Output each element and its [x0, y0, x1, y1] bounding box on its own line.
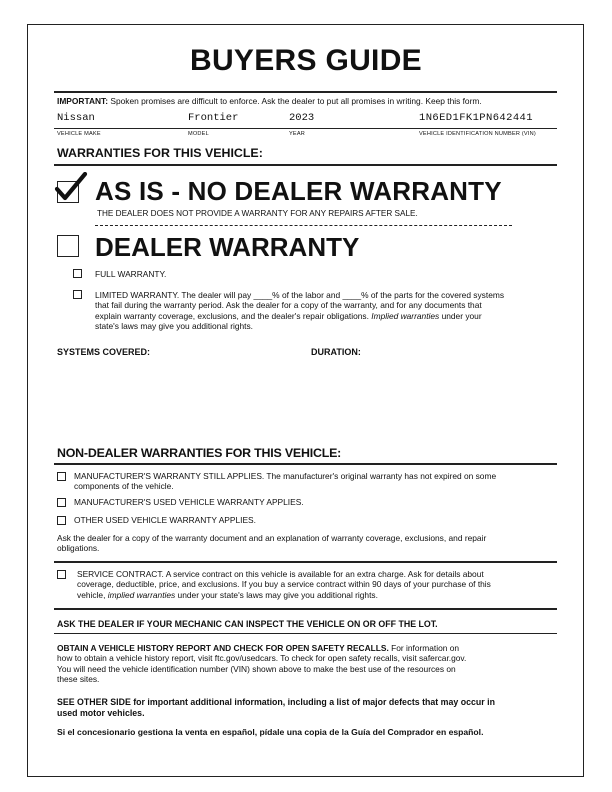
non-dealer-heading: NON-DEALER WARRANTIES FOR THIS VEHICLE: — [57, 446, 342, 460]
see-other-side-text — [57, 697, 495, 719]
limited-warranty-line — [95, 311, 555, 321]
history-line: You will need the vehicle identification number (VIN) shown above to make the best use of the resources on — [57, 663, 456, 674]
vehicle-underline — [54, 128, 557, 129]
history-line — [57, 643, 466, 653]
important-text: Spoken promises are difficult to enforce. Ask the dealer to put all promises in writing. Keep this form. — [110, 96, 482, 106]
history-line-text: For information on — [388, 643, 460, 653]
duration-label: DURATION: — [311, 347, 361, 357]
see-other-line: SEE OTHER SIDE for important additional information, including a list of major defects that may occur in — [57, 697, 495, 707]
full-warranty-label: FULL WARRANTY. — [95, 269, 167, 279]
warranties-heading: WARRANTIES FOR THIS VEHICLE: — [57, 146, 263, 160]
important-notice — [57, 96, 482, 106]
used-vehicle-warranty-label: MANUFACTURER'S USED VEHICLE WARRANTY APPLIES. — [74, 497, 304, 507]
divider — [54, 91, 557, 93]
vehicle-year-label: YEAR — [289, 131, 306, 137]
divider — [54, 608, 557, 610]
implied-warranties-text: Implied warranties — [371, 310, 440, 321]
limited-warranty-line: that fail during the warranty period. Ask the dealer for a copy of the warranty, and for any documents that — [95, 300, 482, 311]
history-report-text — [57, 643, 466, 685]
service-contract-checkbox[interactable] — [57, 570, 66, 579]
see-other-line: used motor vehicles. — [57, 708, 145, 718]
limited-line-text: under your — [439, 310, 482, 321]
as-is-label: AS IS - NO DEALER WARRANTY — [95, 176, 502, 206]
divider — [54, 164, 557, 166]
limited-line-text: explain warranty coverage, exclusions, and the dealer's repair obligations. — [95, 310, 372, 321]
vehicle-year-value[interactable]: 2023 — [289, 112, 315, 124]
vin-label: VEHICLE IDENTIFICATION NUMBER (VIN) — [419, 131, 536, 137]
other-warranty-checkbox[interactable] — [57, 516, 66, 525]
limited-warranty-text — [95, 290, 555, 332]
other-warranty-label: OTHER USED VEHICLE WARRANTY APPLIES. — [74, 515, 256, 525]
limited-warranty-line: LIMITED WARRANTY. The dealer will pay ____% of the labor and ____% of the parts for the covered systems — [95, 290, 505, 300]
service-line-text: vehicle, — [77, 589, 108, 600]
vehicle-make-value[interactable]: Nissan — [57, 112, 95, 124]
vehicle-model-value[interactable]: Frontier — [188, 112, 239, 124]
service-contract-line — [77, 590, 491, 600]
dealer-warranty-checkbox[interactable] — [57, 235, 79, 257]
dashed-divider — [95, 225, 512, 226]
dealer-warranty-label: DEALER WARRANTY — [95, 232, 360, 262]
implied-warranties-text: implied warranties — [107, 589, 176, 600]
service-contract-line: SERVICE CONTRACT. A service contract on this vehicle is available for an extra charge. Ask for details about — [77, 569, 484, 579]
vehicle-make-label: VEHICLE MAKE — [57, 131, 101, 137]
history-line: these sites. — [57, 674, 100, 685]
ask-dealer-line: Ask the dealer for a copy of the warranty document and an explanation of warranty coverage, exclusions, and repair — [57, 533, 487, 543]
ask-dealer-text — [57, 533, 486, 554]
divider — [54, 463, 557, 465]
systems-covered-label: SYSTEMS COVERED: — [57, 347, 151, 357]
history-heading: OBTAIN A VEHICLE HISTORY REPORT AND CHECK FOR OPEN SAFETY RECALLS. — [57, 643, 389, 653]
inspect-notice: ASK THE DEALER IF YOUR MECHANIC CAN INSPECT THE VEHICLE ON OR OFF THE LOT. — [57, 619, 438, 629]
divider — [54, 561, 557, 563]
important-label: IMPORTANT: — [57, 96, 109, 106]
service-line-text: under your state's laws may give you additional rights. — [175, 589, 378, 600]
spanish-notice: Si el concesionario gestiona la venta en español, pídale una copia de la Guía del Comprador en español. — [57, 727, 484, 737]
vehicle-model-label: MODEL — [188, 131, 209, 137]
manufacturer-warranty-checkbox[interactable] — [57, 472, 66, 481]
as-is-checkbox[interactable] — [57, 181, 79, 203]
history-line: how to obtain a vehicle history report, visit ftc.gov/usedcars. To check for open safety recalls, visit safercar.gov. — [57, 653, 467, 664]
service-contract-line: coverage, deductible, price, and exclusions. If you buy a service contract within 90 days of your purchase of this — [77, 579, 491, 590]
checkmark-icon — [54, 172, 88, 202]
page-title: BUYERS GUIDE — [190, 44, 422, 77]
used-vehicle-warranty-checkbox[interactable] — [57, 498, 66, 507]
divider — [54, 633, 557, 634]
limited-warranty-checkbox[interactable] — [73, 290, 82, 299]
manufacturer-warranty-text — [74, 471, 496, 492]
ask-dealer-line: obligations. — [57, 543, 100, 554]
limited-warranty-line: state's laws may give you additional rights. — [95, 321, 254, 332]
as-is-subtext: THE DEALER DOES NOT PROVIDE A WARRANTY FOR ANY REPAIRS AFTER SALE. — [97, 209, 418, 218]
manufacturer-warranty-line: MANUFACTURER'S WARRANTY STILL APPLIES. The manufacturer's original warranty has not expired on some — [74, 471, 497, 481]
service-contract-text — [77, 569, 491, 600]
manufacturer-warranty-line: components of the vehicle. — [74, 481, 174, 492]
full-warranty-checkbox[interactable] — [73, 269, 82, 278]
vin-value[interactable]: 1N6ED1FK1PN642441 — [419, 112, 533, 124]
